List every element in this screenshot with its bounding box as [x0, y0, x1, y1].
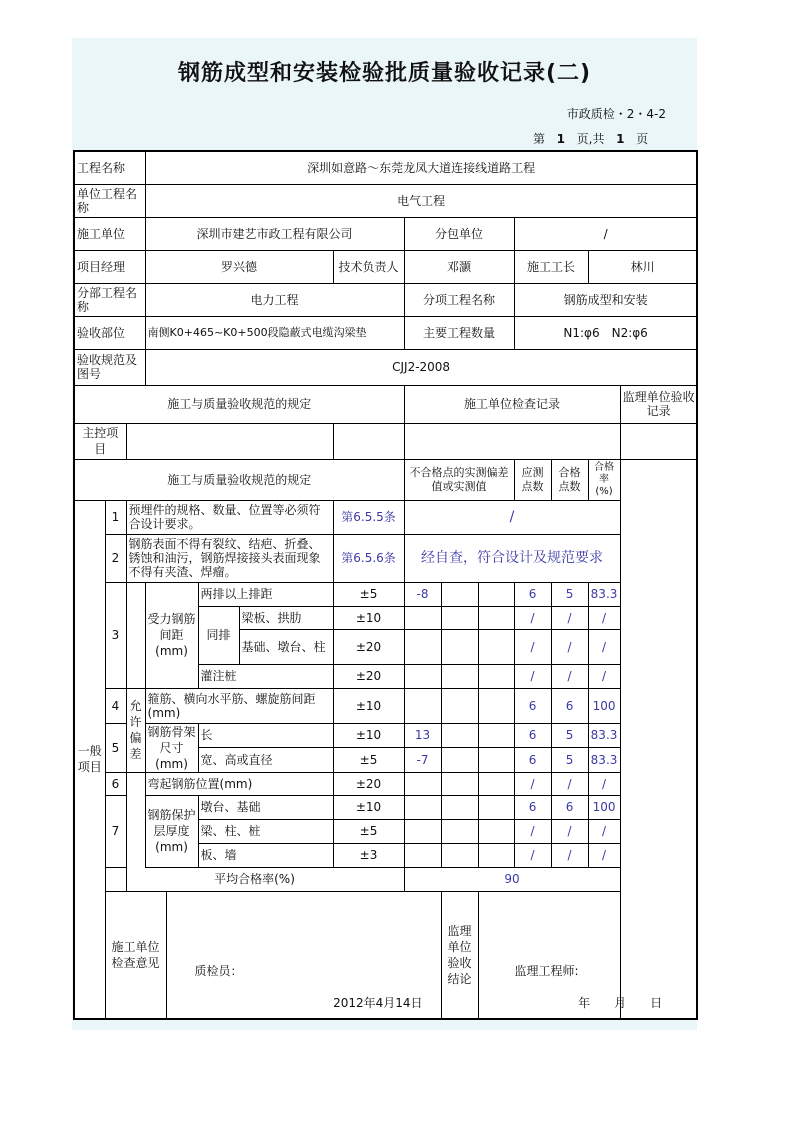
page-middle: 页,共 [576, 132, 605, 146]
item-7-r1-value [404, 795, 441, 819]
col-rate-header: 合格率(%) [588, 459, 620, 500]
item-4-pass: 6 [551, 688, 588, 723]
subcontractor-label: 分包单位 [404, 217, 514, 250]
item-5-r1-label: 长 [198, 723, 333, 748]
item-5-no: 5 [105, 723, 126, 772]
item-3-r1-tol: ±5 [333, 582, 404, 606]
row-item-4 [74, 688, 697, 723]
form-code: 市政质检・2・4-2 [566, 107, 666, 121]
row-section-header [74, 385, 697, 423]
row-contractor [74, 217, 697, 250]
item-4-value-2 [441, 688, 478, 723]
item-5-r1-value-2 [441, 723, 478, 748]
avg-value: 90 [404, 867, 620, 891]
item-6-points: / [514, 772, 551, 795]
contractor-label: 施工单位 [74, 217, 145, 250]
item-7-r1-label: 墩台、基础 [198, 795, 333, 819]
item-3-r4-rate: / [588, 664, 620, 688]
item-3-r2-tol: ±10 [333, 606, 404, 629]
item-5-r1-pass: 5 [551, 723, 588, 748]
item-3-r2-value-3 [478, 606, 514, 629]
foreman-label: 施工工长 [514, 250, 588, 283]
avg-label: 平均合格率(%) [105, 867, 404, 891]
row-item-6 [74, 772, 697, 795]
location-value: 南侧K0+465~K0+500段隐蔽式电缆沟梁垫 [145, 316, 404, 349]
item-6-label: 弯起钢筋位置(mm) [145, 772, 333, 795]
item-3-r4-tol: ±20 [333, 664, 404, 688]
spec-label: 验收规范及图号 [74, 349, 145, 385]
subitem-value: 钢筋成型和安装 [514, 283, 697, 316]
item-4-label: 箍筋、横向水平筋、螺旋筋间距(mm) [145, 688, 333, 723]
item-3-r1-points: 6 [514, 582, 551, 606]
row-average [74, 867, 697, 891]
row-item-2 [74, 534, 697, 582]
item-4-rate: 100 [588, 688, 620, 723]
item-3-no: 3 [105, 582, 126, 688]
item-5-r1-rate: 83.3 [588, 723, 620, 748]
item-3-r3-value-2 [441, 629, 478, 664]
item-5-r2-value: -7 [404, 748, 441, 773]
item-4-value-3 [478, 688, 514, 723]
item-3-r2-pass: / [551, 606, 588, 629]
item-3-r1-rate: 83.3 [588, 582, 620, 606]
item-3-r2-points: / [514, 606, 551, 629]
contractor-opinion-label: 施工单位检查意见 [105, 891, 166, 1019]
contractor-value: 深圳市建艺市政工程有限公司 [145, 217, 404, 250]
main-items-check [404, 423, 620, 459]
item-6-no: 6 [105, 772, 126, 795]
row-managers [74, 250, 697, 283]
item-7-r3-value-2 [441, 843, 478, 867]
item-1-result: / [404, 500, 620, 534]
row-location [74, 316, 697, 349]
inspection-form-table [73, 150, 698, 1020]
item-5-r2-value-2 [441, 748, 478, 773]
item-6-rate: / [588, 772, 620, 795]
main-items-supervisor [620, 423, 697, 459]
item-3-r4-points: / [514, 664, 551, 688]
project-name-value: 深圳如意路～东莞龙凤大道连接线道路工程 [145, 151, 697, 184]
division-label: 分部工程名称 [74, 283, 145, 316]
item-4-points: 6 [514, 688, 551, 723]
quantity-value: N1:φ6 N2:φ6 [514, 316, 697, 349]
item-7-r1-rate: 100 [588, 795, 620, 819]
item-3-r2-rate: / [588, 606, 620, 629]
row-item-5-r1 [74, 723, 697, 748]
item-6-pass: / [551, 772, 588, 795]
item-5-r1-points: 6 [514, 723, 551, 748]
row-item-3-r1 [74, 582, 697, 606]
row-item-7-r1 [74, 795, 697, 819]
item-2-clause: 第6.5.6条 [333, 534, 404, 582]
item-4-tol: ±10 [333, 688, 404, 723]
contractor-date: 2012年4月14日 [333, 996, 423, 1010]
col-measured-header: 不合格点的实测偏差值或实测值 [404, 459, 514, 500]
contractor-opinion-cell [166, 891, 441, 1019]
location-label: 验收部位 [74, 316, 145, 349]
main-items-clause [333, 423, 404, 459]
subcontractor-value: / [514, 217, 697, 250]
item-6-value-2 [441, 772, 478, 795]
item-3-r2-label: 梁板、拱肋 [239, 606, 333, 629]
item-3-r3-rate: / [588, 629, 620, 664]
main-items-rules [126, 423, 333, 459]
unit-project-label: 单位工程名称 [74, 184, 145, 217]
item-3-r4-pass: / [551, 664, 588, 688]
item-5-r2-tol: ±5 [333, 748, 404, 773]
page-suffix: 页 [636, 132, 649, 146]
foreman-value: 林川 [588, 250, 697, 283]
item-3-r3-tol: ±20 [333, 629, 404, 664]
item-5-r2-pass: 5 [551, 748, 588, 773]
row-spec [74, 349, 697, 385]
col-pass-header: 合格点数 [551, 459, 588, 500]
item-2-no: 2 [105, 534, 126, 582]
supervisor-engineer-label: 监理工程师: [514, 963, 579, 978]
supervisor-conclusion-cell [478, 891, 697, 1019]
item-3-r1-label: 两排以上排距 [198, 582, 333, 606]
item-4-value [404, 688, 441, 723]
item-7-r2-label: 梁、柱、桩 [198, 819, 333, 843]
item-7-r3-value-3 [478, 843, 514, 867]
row-project-name [74, 151, 697, 184]
item-7-r3-tol: ±3 [333, 843, 404, 867]
quantity-label: 主要工程数量 [404, 316, 514, 349]
item-7-no: 7 [105, 795, 126, 867]
item-3-r1-pass: 5 [551, 582, 588, 606]
unit-project-value: 电气工程 [145, 184, 697, 217]
item-3-r1-value-3 [478, 582, 514, 606]
item-7-r2-points: / [514, 819, 551, 843]
item-7-r3-value [404, 843, 441, 867]
allowance-label: 允许偏差 [126, 688, 145, 772]
tech-label: 技术负责人 [333, 250, 404, 283]
subitem-label: 分项工程名称 [404, 283, 514, 316]
item-5-r1-value-3 [478, 723, 514, 748]
item-2-text: 钢筋表面不得有裂纹、结疤、折叠、锈蚀和油污，钢筋焊接接头表面现象不得有夹渣、焊瘤。 [126, 534, 333, 582]
row-signature [74, 891, 697, 1019]
supervisor-header: 监理单位验收记录 [620, 385, 697, 423]
page-indicator [533, 130, 648, 147]
item-1-no: 1 [105, 500, 126, 534]
item-7-r1-tol: ±10 [333, 795, 404, 819]
item-3-r3-pass: / [551, 629, 588, 664]
page-title: 钢筋成型和安装检验批质量验收记录(二) [177, 61, 592, 86]
project-name-label: 工程名称 [74, 151, 145, 184]
row-general-header [74, 459, 697, 500]
item-3-r4-value [404, 664, 441, 688]
item-5-r2-points: 6 [514, 748, 551, 773]
item-6-value [404, 772, 441, 795]
pm-label: 项目经理 [74, 250, 145, 283]
item-3-r4-value-2 [441, 664, 478, 688]
item-5-r2-value-3 [478, 748, 514, 773]
general-items-label: 一般项目 [74, 500, 105, 1019]
item-7-r1-value-3 [478, 795, 514, 819]
check-header: 施工单位检查记录 [404, 385, 620, 423]
rules-header: 施工与质量验收规范的规定 [74, 385, 404, 423]
row-unit-project [74, 184, 697, 217]
item-7-r3-pass: / [551, 843, 588, 867]
inspector-label: 质检员： [194, 963, 243, 978]
item-3-r4-value-3 [478, 664, 514, 688]
spec-value: CJJ2-2008 [145, 349, 697, 385]
item-5-r2-label: 宽、高或直径 [198, 748, 333, 773]
item-2-result: 经自查，符合设计及规范要求 [404, 534, 620, 582]
item-3-r3-points: / [514, 629, 551, 664]
item-7-r2-rate: / [588, 819, 620, 843]
item-6-value-3 [478, 772, 514, 795]
item-5-r2-rate: 83.3 [588, 748, 620, 773]
row-item-1 [74, 500, 697, 534]
tech-value: 邓灏 [404, 250, 514, 283]
item-7-r2-pass: / [551, 819, 588, 843]
item-3-same-row-label: 同排 [198, 606, 239, 664]
col-points-header: 应测点数 [514, 459, 551, 500]
item-7-r2-value-3 [478, 819, 514, 843]
item-3-blank [126, 582, 145, 688]
item-7-r1-points: 6 [514, 795, 551, 819]
item-7-r2-tol: ±5 [333, 819, 404, 843]
item-5-r1-value: 13 [404, 723, 441, 748]
page-total: 1 [616, 132, 625, 146]
row-main-items [74, 423, 697, 459]
item-7-r2-value [404, 819, 441, 843]
supervisor-conclusion-label: 监理单位验收结论 [441, 891, 478, 1019]
pm-value: 罗兴德 [145, 250, 333, 283]
item-3-group-label: 受力钢筋间距(mm) [145, 582, 198, 688]
item-7-r2-value-2 [441, 819, 478, 843]
item-7-group-label: 钢筋保护层厚度(mm) [145, 795, 198, 867]
item-7-r3-points: / [514, 843, 551, 867]
item-3-r3-label: 基础、墩台、柱 [239, 629, 333, 664]
supervisor-date: 年 月 日 [578, 996, 663, 1010]
item-5-r1-tol: ±10 [333, 723, 404, 748]
main-items-label: 主控项目 [74, 423, 126, 459]
item-3-r4-label: 灌注桩 [198, 664, 333, 688]
item-1-clause: 第6.5.5条 [333, 500, 404, 534]
item-7-r3-rate: / [588, 843, 620, 867]
item-1-text: 预埋件的规格、数量、位置等必须符合设计要求。 [126, 500, 333, 534]
item-3-r2-value [404, 606, 441, 629]
item-7-r3-label: 板、墙 [198, 843, 333, 867]
rules-header-2: 施工与质量验收规范的规定 [74, 459, 404, 500]
page-number: 1 [556, 132, 566, 146]
row-division [74, 283, 697, 316]
division-value: 电力工程 [145, 283, 404, 316]
page-prefix: 第 [533, 132, 546, 146]
item-3-r1-value-2 [441, 582, 478, 606]
item-3-r3-value-3 [478, 629, 514, 664]
item-7-r1-value-2 [441, 795, 478, 819]
item-6-tol: ±20 [333, 772, 404, 795]
item-4-no: 4 [105, 688, 126, 723]
item-5-group-label: 钢筋骨架尺寸(mm) [145, 723, 198, 772]
item-3-r3-value [404, 629, 441, 664]
item-7-r1-pass: 6 [551, 795, 588, 819]
item-3-r2-value-2 [441, 606, 478, 629]
item-3-r1-value: -8 [404, 582, 441, 606]
